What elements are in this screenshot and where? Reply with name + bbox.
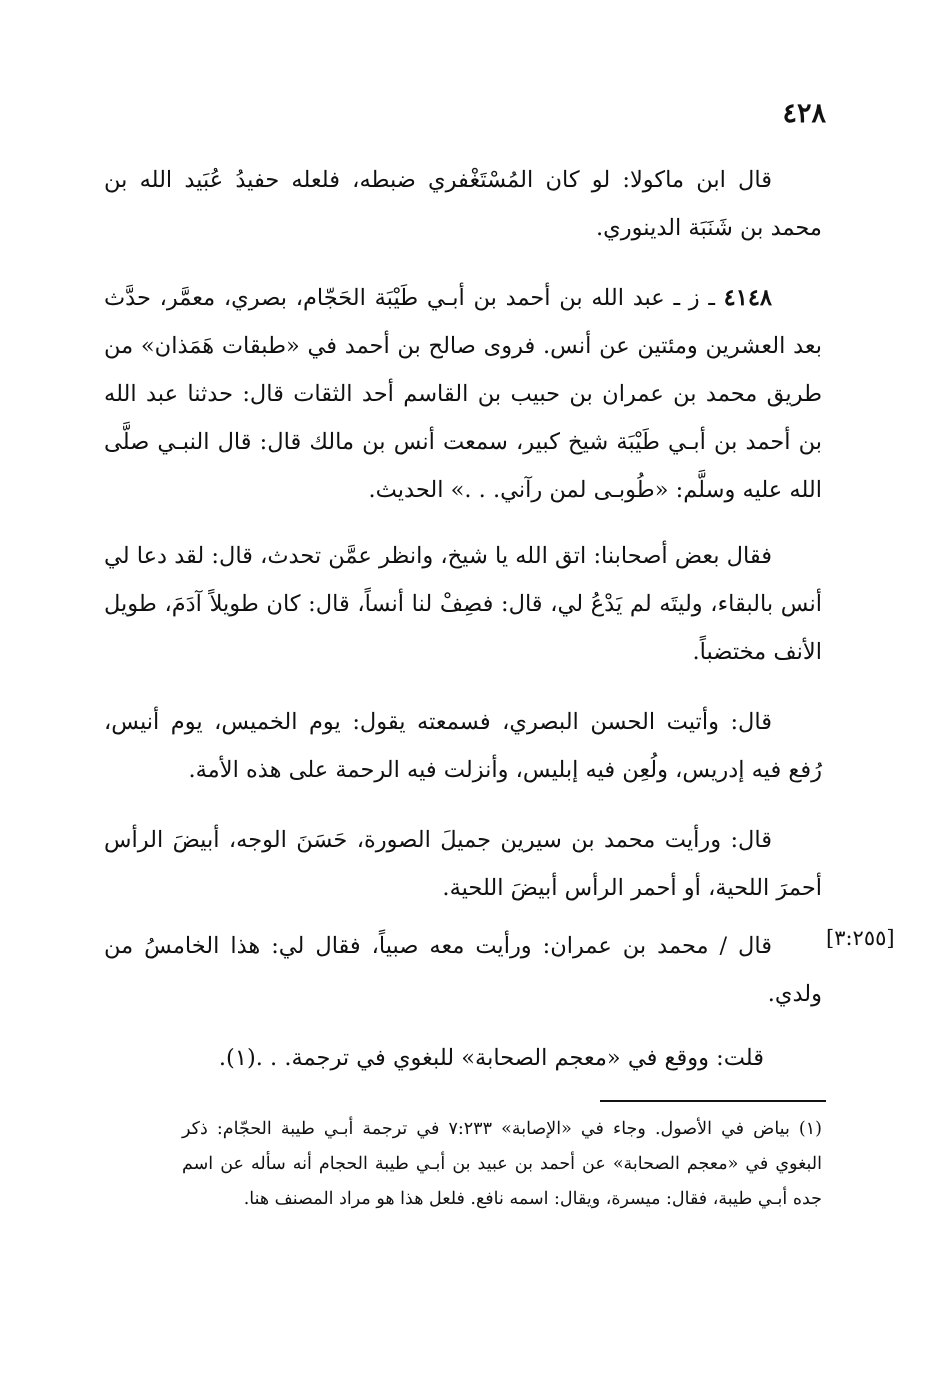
margin-reference: [٣:٢٥٥]: [826, 926, 895, 950]
paragraph-2-entry: [104, 274, 822, 514]
paragraph-7: قلت: ووقع في «معجم الصحابة» للبغوي في ترجمة. . .(١).: [218, 1045, 764, 1071]
paragraph-4: قال: وأتيت الحسن البصري، فسمعته يقول: يوم الخميس، يوم أنيس، رُفع فيه إدريس، ولُعِن فيه إبليس، وأنزلت فيه الرحمة على هذه الأمة.: [104, 709, 822, 783]
paragraph-5: قال: ورأيت محمد بن سيرين جميلَ الصورة، حَسَنَ الوجه، أبيضَ الرأس أحمرَ اللحية، أو أحمر الرأس أبيضَ اللحية.: [104, 827, 822, 901]
paragraph-6: قال / محمد بن عمران: ورأيت معه صبياً، فقال لي: هذا الخامسُ من ولدي.: [104, 933, 822, 1007]
paragraph-3: فقال بعض أصحابنا: اتق الله يا شيخ، وانظر عمَّن تحدث، قال: لقد دعا لي أنس بالبقاء، وليتَه لم يَدْعُ لي، قال: فصِفْ لنا أنساً، قال: كان طويلاً آدَمَ، طويل الأنف مختضباً.: [103, 543, 822, 665]
footnote: (١) بياض في الأصول. وجاء في «الإصابة» ٧:٢٣٣ في ترجمة أبـي طيبة الحجّام: ذكر البغوي في «معجم الصحابة» عن أحمد بن عبيد بن أبـي طيبة الحجام أنه سأله عن اسم جده أبـي طيبة، فقال: ميسرة، ويقال: اسمه نافع. فلعل هذا هو مراد المصنف هنا.: [182, 1119, 822, 1209]
footnote-divider: [600, 1100, 826, 1102]
page-number: ٤٢٨: [782, 98, 826, 129]
entry-text: ـ ز ـ عبد الله بن أحمد بن أبـي طَيْبَة الحَجّام، بصري، معمَّر، حدَّث بعد العشرين ومئتين عن أنس. فروى صالح بن أحمد في «طبقات هَمَذان» من طريق محمد بن عمران بن حبيب بن القاسم أحد الثقات قال: حدثنا عبد الله بن أحمد بن أبـي طَيْبَة شيخ كبير، سمعت أنس بن مالك قال: قال النبـي صلَّى الله عليه وسلَّم: «طُوبـى لمن رآني. . .» الحديث.: [104, 285, 822, 503]
paragraph-1: قال ابن ماكولا: لو كان المُسْتَغْفري ضبطه، فلعله حفيدُ عُبَيد الله بن محمد بن شَنَبَة الدينوري.: [104, 167, 822, 241]
entry-number: ٤١٤٨: [723, 285, 772, 311]
